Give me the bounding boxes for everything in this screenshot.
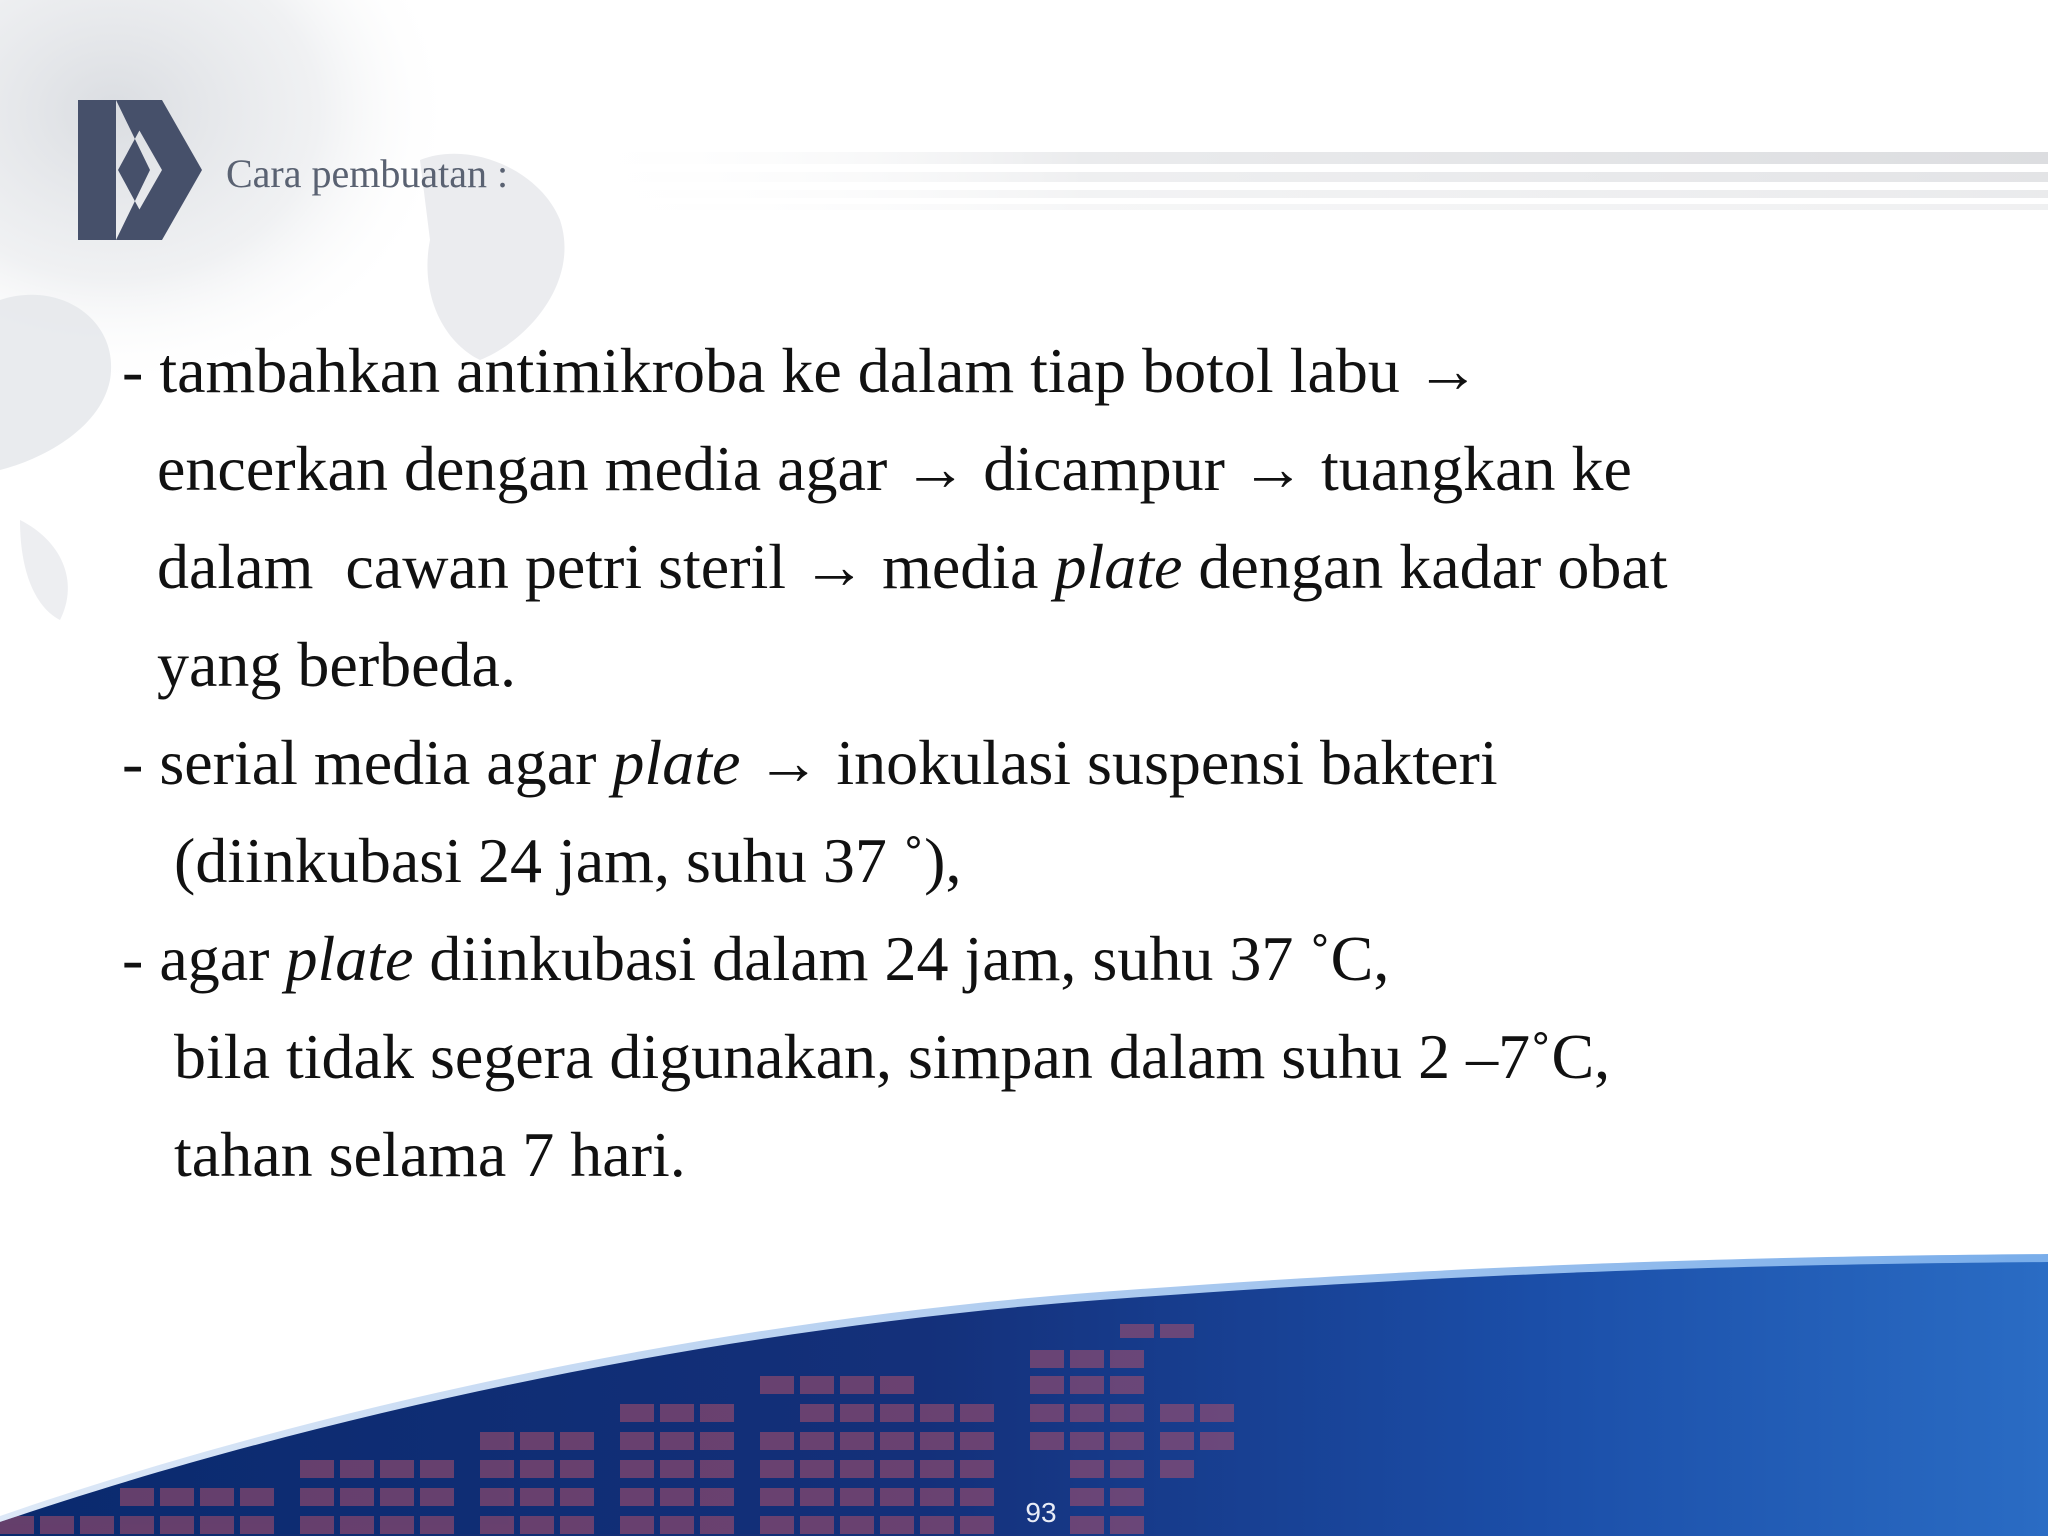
header-stripes	[0, 0, 2048, 240]
bullet-2-line-1	[122, 714, 1668, 812]
page-number: 93	[1025, 1497, 1057, 1528]
text-run: dengan kadar obat	[1182, 531, 1668, 602]
bullet-2-line-2: (diinkubasi 24 jam, suhu 37 ˚),	[174, 825, 962, 896]
text-run: → inokulasi suspensi bakteri	[740, 727, 1498, 798]
bullet-3-line-1	[122, 910, 1668, 1008]
italic-term: plate	[612, 727, 741, 798]
text-run: dalam cawan petri steril → media	[157, 531, 1055, 602]
slide-title: Cara pembuatan :	[226, 151, 509, 196]
text-run: diinkubasi dalam 24 jam, suhu 37 ˚C,	[413, 923, 1390, 994]
text-run: - agar	[122, 923, 286, 994]
bullet-1-line-3	[122, 518, 1668, 616]
footer-wave	[0, 1240, 2048, 1536]
slide-body	[122, 322, 1668, 1204]
bullet-1-line-1: - tambahkan antimikroba ke dalam tiap botol labu →	[122, 335, 1480, 406]
bullet-3-line-3: tahan selama 7 hari.	[174, 1119, 686, 1190]
italic-term: plate	[1054, 531, 1183, 602]
bullet-3-line-2: bila tidak segera digunakan, simpan dalam suhu 2 –7˚C,	[174, 1021, 1611, 1092]
double-chevron-icon	[78, 100, 202, 240]
text-run: - serial media agar	[122, 727, 613, 798]
italic-term: plate	[285, 923, 414, 994]
bullet-1-line-2: encerkan dengan media agar → dicampur → tuangkan ke	[157, 433, 1632, 504]
bullet-1-line-4: yang berbeda.	[157, 629, 516, 700]
